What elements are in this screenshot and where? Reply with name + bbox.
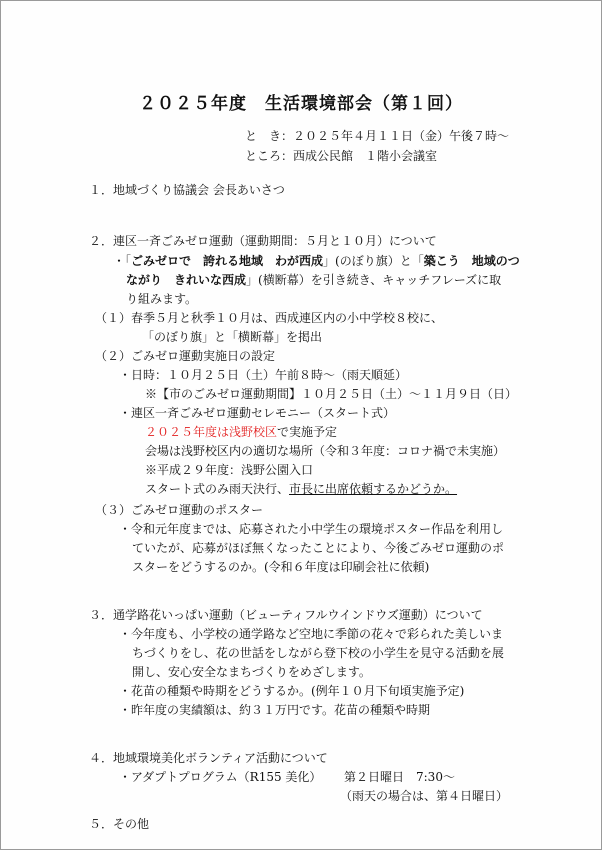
sub-2-ceremony: ・連区一斉ごみゼロ運動セレモニー（スタート式） [119,406,396,420]
sub-2-datetime: ・日時：１０月２５日（土）午前８時～（雨天順延） [119,368,408,382]
sub-2-h29-note: ※平成２９年度：浅野公園入口 [145,463,314,477]
mayor-request-question: 市長に出席依頼するかどうか。 [289,482,458,496]
sub-2-heading: （２）ごみゼロ運動実施日の設定 [95,349,276,363]
sub-1-line2: 「のぼり旗」と「横断幕」を掲出 [142,330,323,344]
meeting-date: と き：２０２５年４月１１日（金）午後７時～ [245,129,510,143]
item-3-line1: ・今年度も、小学校の通学路など空地に季節の花々で彩られた美しいま [119,627,504,641]
item-3-heading: ３．通学路花いっぱい運動（ビューティフルウインドウズ運動）について [89,608,483,622]
sub-3-line3: スターをどうするのか。(令和６年度は印刷会社に依頼) [132,560,430,574]
intro-bullet: ・「 [113,254,132,268]
item-2-heading: ２．連区一斉ごみゼロ運動（運動期間：５月と１０月）について [89,234,437,248]
item-3-last-year: ・昨年度の実績額は、約３１万円です。花苗の種類や時期 [119,703,431,717]
venue-suffix: で実施予定 [277,425,338,439]
item-3-line3: 開し、安心安全なまちづくりをめざします。 [132,665,371,679]
item-3-flowers-timing: ・花苗の種類や時期をどうするか。(例年１０月下旬頃実施予定) [119,684,465,698]
meeting-place: ところ：西成公民館 １階小会議室 [245,149,438,163]
sub-2-rain-note [145,482,457,496]
adopt-rain-schedule: （雨天の場合は、第４日曜日） [340,789,509,803]
sub-2-city-period: ※【市のごみゼロ運動期間】１０月２５日（土）～１１月９日（日） [145,387,518,401]
adopt-program: ・アダプトプログラム（R155 美化） [119,770,322,784]
intro-continuation: 」(横断幕）を引き続き、キャッチフレーズに取 [246,273,502,287]
slogan-banner-part1: 築こう 地域のつ [423,254,520,268]
item-2-intro-line1 [113,254,520,268]
asano-district-highlight: ２０２５年度は浅野校区 [145,425,278,439]
rain-policy: スタート式のみ雨天決行、 [145,482,290,496]
intro-connector: 」(のぼり旗）と「 [323,254,424,268]
sub-3-line1: ・令和元年度までは、応募された小中学生の環境ポスター作品を利用し [119,522,504,536]
item-4-heading: ４．地域環境美化ボランティア活動について [89,751,328,765]
slogan-banner-flag: ごみゼロで 誇れる地域 わが西成 [131,254,324,268]
adopt-schedule: 第２日曜日 7:30～ [344,770,455,784]
item-2-intro-line3: り組みます。 [126,292,198,306]
sub-2-venue-line [145,425,337,439]
item-1-greeting: １．地域づくり協議会 会長あいさつ [89,183,285,197]
sub-3-line2: ていたが、応募がほぼ無くなったことにより、今後ごみゼロ運動のポ [132,541,505,555]
sub-2-venue-note: 会場は浅野校区内の適切な場所（令和３年度：コロナ禍で未実施） [145,444,506,458]
item-5-other: ５．その他 [89,817,150,831]
sub-3-heading: （３）ごみゼロ運動のポスター [95,503,264,517]
document-title: ２０２５年度 生活環境部会（第１回） [139,94,463,114]
item-3-line2: ちづくりをし、花の世話をしながら登下校の小学生を見守る活動を展 [132,646,504,660]
slogan-banner-part2: ながり きれいな西成 [126,273,247,287]
item-2-intro-line2 [126,273,501,287]
sub-1-line1: （１）春季５月と秋季１０月は、西成連区内の小中学校８校に、 [95,311,444,325]
